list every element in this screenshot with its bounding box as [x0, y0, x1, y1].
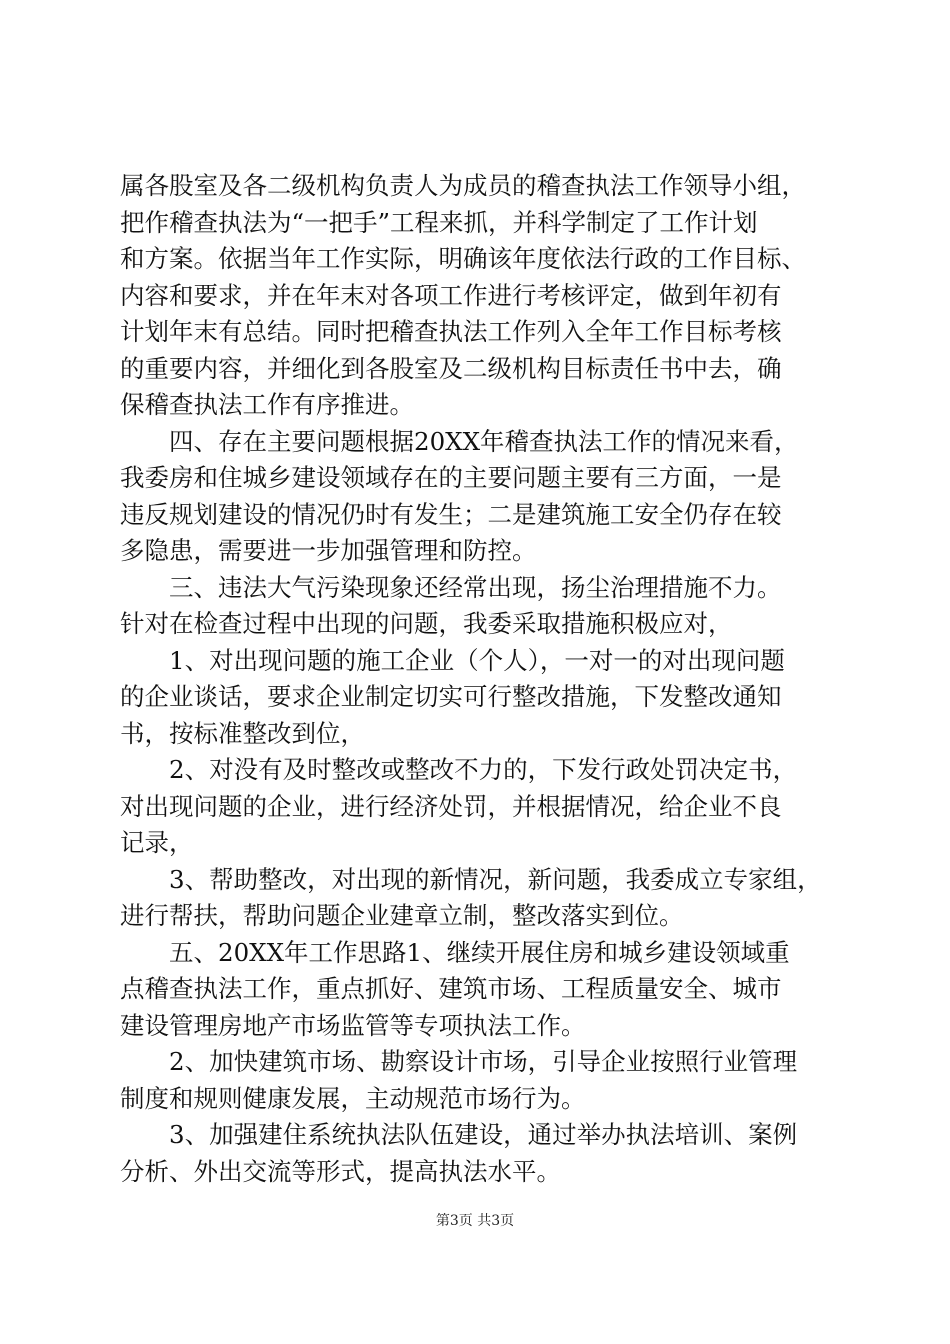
text-line: 和方案。依据当年工作实际，明确该年度依法行政的工作目标、 — [120, 244, 806, 273]
text-line: 保稽查执法工作有序推进。 — [120, 390, 414, 419]
text-line: 的重要内容，并细化到各股室及二级机构目标责任书中去，确 — [120, 353, 782, 383]
page-number-footer: 第3页 共3页 — [435, 1213, 515, 1229]
text-line: 的企业谈话，要求企业制定切实可行整改措施，下发整改通知 — [120, 682, 782, 711]
text-line: 计划年末有总结。同时把稽查执法工作列入全年工作目标考核 — [120, 317, 782, 346]
text-line: 点稽查执法工作，重点抓好、建筑市场、工程质量安全、城市 — [120, 974, 782, 1003]
text-line: 四、存在主要问题根据20XX年稽查执法工作的情况来看， — [120, 426, 799, 456]
text-line: 针对在检查过程中出现的问题，我委采取措施积极应对， — [120, 609, 733, 638]
text-line: 违反规划建设的情况仍时有发生；二是建筑施工安全仍存在较 — [120, 499, 782, 529]
text-line: 把作稽查执法为“一把手”工程来抓，并科学制定了工作计划 — [120, 207, 758, 237]
text-line: 2、对没有及时整改或整改不力的，下发行政处罚决定书， — [120, 755, 798, 784]
text-line: 内容和要求，并在年末对各项工作进行考核评定，做到年初有 — [120, 280, 782, 310]
text-line: 进行帮扶，帮助问题企业建章立制，整改落实到位。 — [120, 901, 684, 930]
text-line: 记录， — [120, 828, 194, 857]
text-line: 分析、外出交流等形式，提高执法水平。 — [120, 1156, 561, 1186]
text-line: 3、加强建住系统执法队伍建设，通过举办执法培训、案例 — [120, 1120, 798, 1149]
text-line: 多隐患，需要进一步加强管理和防控。 — [120, 536, 537, 565]
text-line: 3、帮助整改，对出现的新情况，新问题，我委成立专家组， — [120, 864, 822, 894]
text-line: 三、违法大气污染现象还经常出现，扬尘治理措施不力。 — [120, 572, 782, 602]
text-line: 建设管理房地产市场监管等专项执法工作。 — [120, 1010, 586, 1040]
text-line: 对出现问题的企业，进行经济处罚，并根据情况，给企业不良 — [120, 791, 782, 821]
document-body — [120, 168, 840, 1190]
text-line: 属各股室及各二级机构负责人为成员的稽查执法工作领导小组， — [120, 171, 806, 200]
text-line: 书，按标准整改到位， — [120, 718, 365, 748]
text-line: 我委房和住城乡建设领域存在的主要问题主要有三方面，一是 — [120, 463, 782, 492]
text-line: 制度和规则健康发展，主动规范市场行为。 — [120, 1083, 586, 1113]
text-line: 五、20XX年工作思路1、继续开展住房和城乡建设领域重 — [120, 937, 790, 967]
text-line: 1、对出现问题的施工企业（个人），一对一的对出现问题 — [120, 645, 785, 675]
text-line: 2、加快建筑市场、勘察设计市场，引导企业按照行业管理 — [120, 1047, 798, 1076]
